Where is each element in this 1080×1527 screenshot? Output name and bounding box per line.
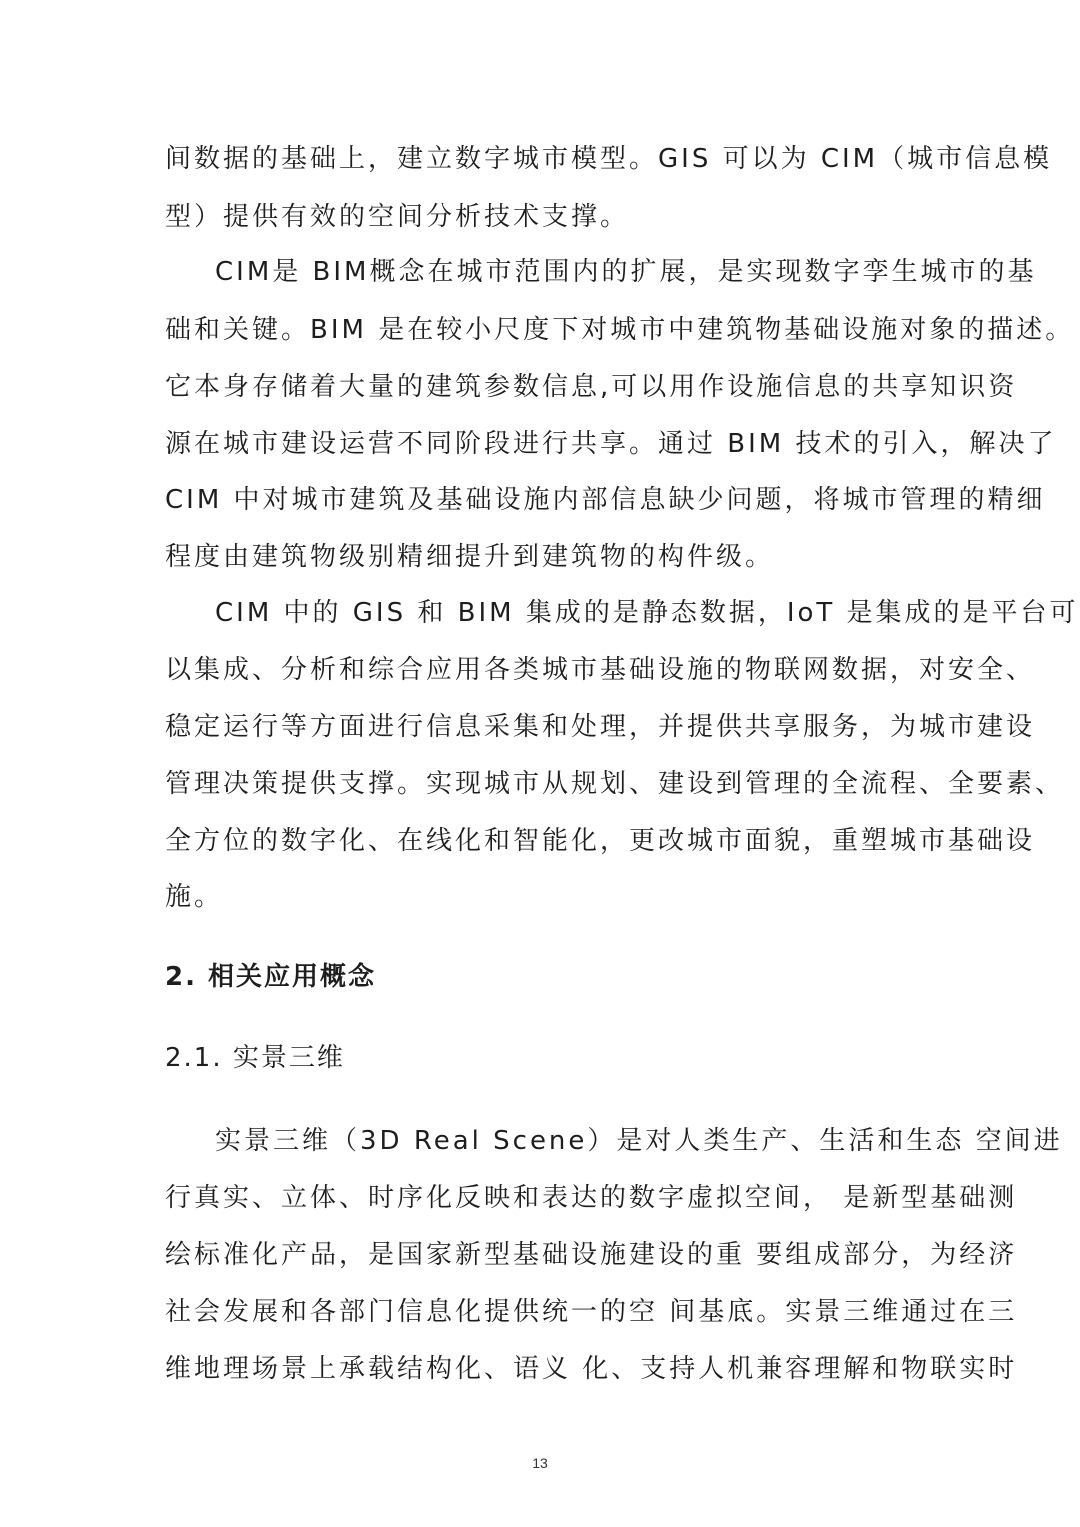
paragraph-line: 它本身存储着大量的建筑参数信息,可以用作设施信息的共享知识资 — [165, 372, 1018, 402]
paragraph-line: 施。 — [165, 882, 224, 912]
paragraph-line: 础和关键。BIM 是在较小尺度下对城市中建筑物基础设施对象的描述。 — [165, 315, 1075, 345]
paragraph-line: 稳定运行等方面进行信息采集和处理，并提供共享服务，为城市建设 — [165, 712, 1036, 742]
section-heading: 2. 相关应用概念 — [165, 962, 377, 992]
paragraph-line: 维地理场景上承载结构化、语义 化、支持人机兼容理解和物联实时 — [165, 1354, 1018, 1384]
paragraph-line: 行真实、立体、时序化反映和表达的数字虚拟空间， 是新型基础测 — [165, 1183, 1018, 1213]
paragraph-line: 全方位的数字化、在线化和智能化，更改城市面貌，重塑城市基础设 — [165, 826, 1036, 856]
paragraph-line: 社会发展和各部门信息化提供统一的空 间基底。实景三维通过在三 — [165, 1297, 1018, 1327]
page-number: 13 — [532, 1455, 548, 1471]
paragraph-line: 源在城市建设运营不同阶段进行共享。通过 BIM 技术的引入，解决了 — [165, 429, 1057, 459]
paragraph-line: 间数据的基础上，建立数字城市模型。GIS 可以为 CIM（城市信息模 — [165, 144, 1053, 174]
paragraph-line: 程度由建筑物级别精细提升到建筑物的构件级。 — [165, 542, 775, 572]
paragraph-line: CIM是 BIM概念在城市范围内的扩展，是实现数字孪生城市的基 — [215, 257, 1037, 287]
paragraph-line: CIM 中的 GIS 和 BIM 集成的是静态数据，IoT 是集成的是平台可 — [215, 598, 1079, 628]
subsection-heading: 2.1. 实景三维 — [165, 1043, 345, 1073]
paragraph-line: 以集成、分析和综合应用各类城市基础设施的物联网数据，对安全、 — [165, 655, 1036, 685]
paragraph-line: 实景三维（3D Real Scene）是对人类生产、生活和生态 空间进 — [215, 1126, 1063, 1156]
paragraph-line: CIM 中对城市建筑及基础设施内部信息缺少问题，将城市管理的精细 — [165, 485, 1046, 515]
paragraph-line: 型）提供有效的空间分析技术支撑。 — [165, 202, 630, 232]
paragraph-line: 绘标准化产品，是国家新型基础设施建设的重 要组成部分，为经济 — [165, 1240, 1018, 1270]
paragraph-line: 管理决策提供支撑。实现城市从规划、建设到管理的全流程、全要素、 — [165, 769, 1065, 799]
